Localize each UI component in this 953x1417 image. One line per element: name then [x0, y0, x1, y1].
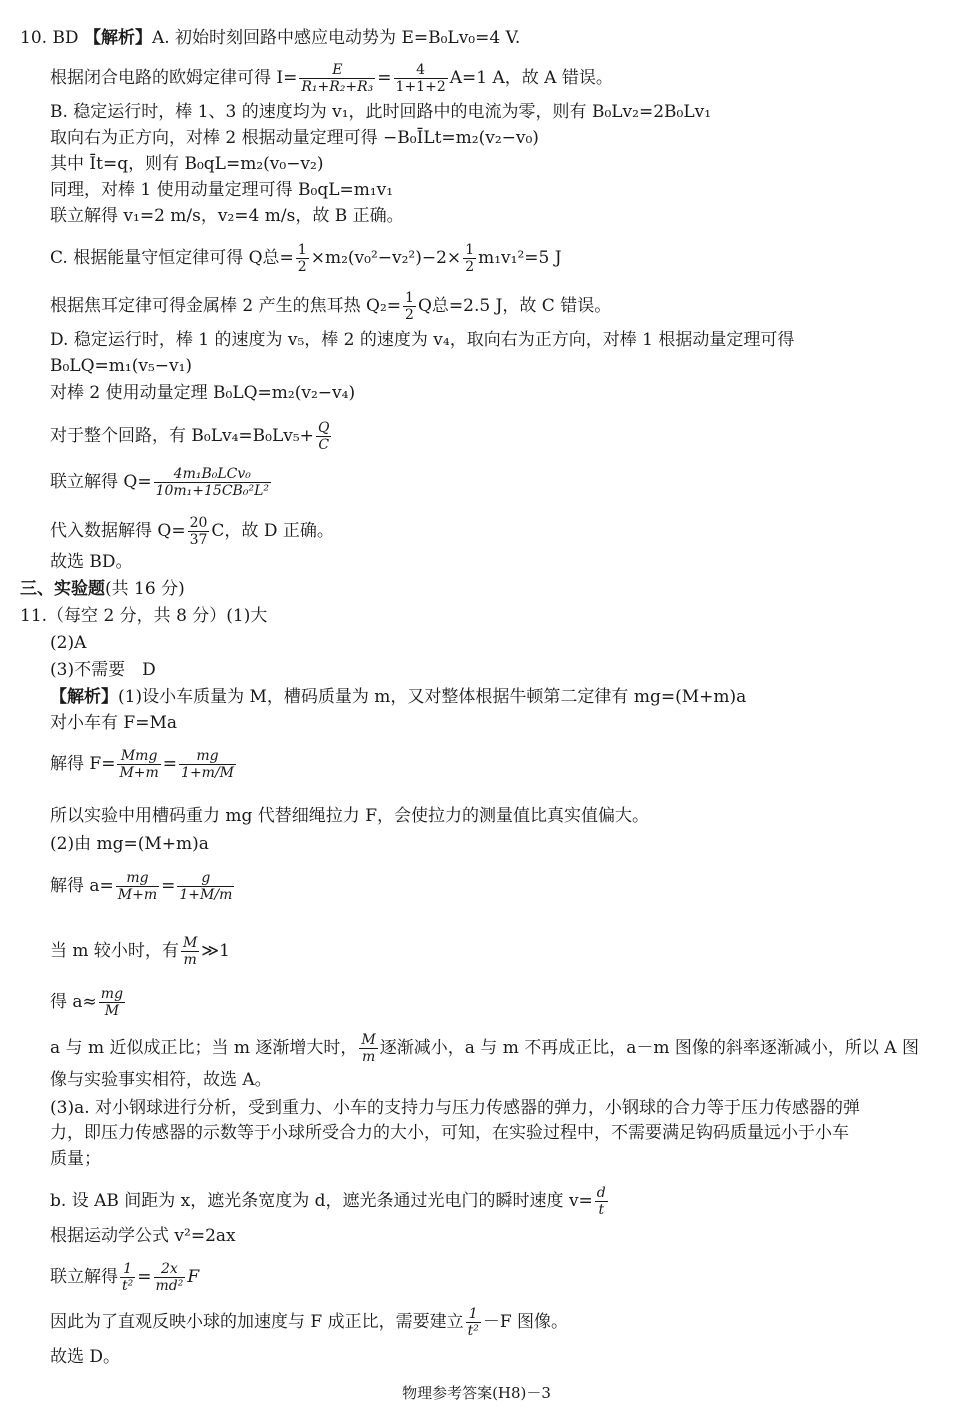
fraction-numerator: M	[182, 935, 198, 951]
q11-line-7: 所以实验中用槽码重力 mg 代替细绳拉力 F，会使拉力的测量值比真实值偏大。	[50, 806, 650, 826]
q11-graph-fraction	[466, 1306, 481, 1339]
q10-line-11: B₀LQ=m₁(v₅−v₁)	[50, 356, 193, 376]
q11-line-16: 质量；	[50, 1149, 101, 1169]
q10-analysis-tag: 【解析】	[83, 28, 152, 48]
section-3-points: (共 16 分)	[105, 579, 185, 599]
fraction-denominator: 10m₁+15CB₀²L²	[155, 483, 269, 499]
q11-line-6	[50, 748, 238, 781]
fraction-denominator: t	[598, 1202, 605, 1218]
fraction-denominator: C	[318, 437, 330, 453]
q11-graph-rest: －F 图像。	[482, 1312, 569, 1332]
q10-line-4: 取向右为正方向，对棒 2 根据动量定理可得 −B₀ĪLt=m₂(v₂−v₀)	[50, 128, 539, 148]
q11-combine-fraction-2	[154, 1261, 186, 1294]
fraction-numerator: Q	[317, 420, 330, 436]
q11-approx-text: 得 a≈	[50, 992, 97, 1012]
q11-line-11	[50, 986, 127, 1019]
q10-joule-fraction	[403, 290, 416, 323]
q10-joule-result: Q总=2.5 J，故 C 错误。	[417, 296, 612, 316]
q11-line-2: (2)A	[50, 633, 87, 653]
fraction-numerator: 1	[120, 1261, 135, 1278]
q10-line-1	[20, 27, 520, 49]
fraction-denominator: t²	[122, 1278, 134, 1294]
q11-proportional-text: a 与 m 近似成正比；当 m 逐渐增大时，	[50, 1038, 358, 1058]
q11-proportional-rest: 逐渐减小，a 与 m 不再成正比，a－m 图像的斜率逐渐减小，所以 A 图	[379, 1038, 919, 1058]
fraction-numerator: 2x	[154, 1261, 186, 1278]
fraction-numerator: mg	[179, 748, 236, 765]
q11-line-19	[50, 1261, 199, 1294]
q11-line-12	[50, 1032, 919, 1065]
q10-energy-result: m₁v₁²=5 J	[478, 248, 562, 268]
fraction-denominator: R₁+R₂+R₃	[301, 79, 374, 95]
section-3-title: 三、实验题	[20, 579, 105, 599]
fraction-denominator: 1+M/m	[179, 887, 233, 903]
q10-line-3: B. 稳定运行时，棒 1、3 的速度均为 v₁，此时回路中的电流为零，则有 B₀Lv₂=2B₀Lv₁	[50, 102, 712, 122]
equals-sign: =	[162, 754, 178, 774]
q11-line-1: 11.（每空 2 分，共 8 分）(1)大	[20, 606, 268, 626]
q11-line-9	[50, 870, 236, 903]
q10-joule-text: 根据焦耳定律可得金属棒 2 产生的焦耳热 Q₂=	[50, 296, 402, 316]
q10-solve-text: 联立解得 Q=	[50, 472, 152, 492]
q10-part-a-text: A. 初始时刻回路中感应电动势为 E=B₀Lv₀=4 V.	[151, 28, 521, 48]
q10-line-14	[50, 466, 273, 499]
q10-ohm-fraction-2	[394, 62, 448, 95]
q11-force-fraction-2	[179, 748, 236, 781]
q10-q-over-c-fraction	[316, 420, 331, 453]
q10-ohm-result: A=1 A，故 A 错误。	[449, 68, 613, 88]
q11-line-15: 力，即压力传感器的示数等于小球所受合力的大小，可知，在实验过程中，不需要满足钩码质量远小于小车	[50, 1123, 849, 1143]
fraction-numerator: 1	[465, 242, 475, 258]
q10-charge-value-fraction	[188, 515, 210, 548]
q11-velocity-text: b. 设 AB 间距为 x，遮光条宽度为 d，遮光条通过光电门的瞬时速度 v=	[50, 1191, 593, 1211]
q11-line-10	[50, 935, 230, 968]
q10-line-5: 其中 Īt=q，则有 B₀qL=m₂(v₀−v₂)	[50, 154, 324, 174]
q11-combine-text: 联立解得	[50, 1267, 118, 1287]
q11-accel-fraction-2	[177, 870, 234, 903]
fraction-numerator: 1	[405, 290, 414, 306]
q10-half-fraction-2	[463, 242, 476, 275]
q10-line-10: D. 稳定运行时，棒 1 的速度为 v₅，棒 2 的速度为 v₄，取向右为正方向，对棒 1 根据动量定理可得	[50, 330, 795, 350]
fraction-denominator: t²	[467, 1323, 479, 1339]
q10-substitute-text: 代入数据解得 Q=	[50, 521, 186, 541]
fraction-denominator: md²	[155, 1278, 184, 1294]
q11-line-3: (3)不需要 D	[50, 660, 156, 680]
q10-number: 10. BD	[20, 28, 79, 48]
fraction-denominator: 1+m/M	[181, 765, 235, 781]
q11-condition-text: 当 m 较小时，有	[50, 941, 179, 961]
fraction-denominator: M	[104, 1003, 120, 1019]
q11-condition-result: ≫1	[201, 941, 230, 961]
q10-line-12: 对棒 2 使用动量定理 B₀LQ=m₂(v₂−v₄)	[50, 383, 356, 403]
section-3-heading	[20, 578, 185, 600]
q11-line-13: 像与实验事实相符，故选 A。	[50, 1070, 272, 1090]
q10-line-8	[50, 242, 562, 275]
q11-line-4	[50, 686, 746, 708]
equals-sign: =	[137, 1267, 152, 1287]
fraction-numerator: 4	[394, 62, 448, 79]
q11-condition-fraction	[181, 935, 199, 968]
fraction-denominator: M+m	[119, 765, 159, 781]
q11-line-8: (2)由 mg=(M+m)a	[50, 834, 209, 854]
q11-graph-text: 因此为了直观反映小球的加速度与 F 成正比，需要建立	[50, 1312, 464, 1332]
fraction-numerator: Mmg	[117, 748, 160, 765]
q10-half-fraction-1	[296, 242, 309, 275]
q11-line-14: (3)a. 对小钢球进行分析，受到重力、小车的支持力与压力传感器的弹力，小钢球的合力等于压力传感器的弹	[50, 1098, 861, 1118]
fraction-numerator: 4m₁B₀LCv₀	[154, 466, 271, 483]
q11-velocity-fraction	[595, 1185, 608, 1218]
q11-proportional-fraction	[359, 1032, 377, 1065]
fraction-numerator: M	[361, 1032, 376, 1048]
fraction-numerator: mg	[100, 986, 124, 1002]
q11-analysis-tag: 【解析】	[50, 687, 118, 707]
q10-line-16: 故选 BD。	[50, 552, 133, 572]
fraction-denominator: M+m	[117, 887, 158, 903]
q10-circuit-text: 对于整个回路，有 B₀Lv₄=B₀Lv₅+	[50, 426, 314, 446]
q11-line-17	[50, 1185, 610, 1218]
fraction-denominator: m	[361, 1049, 376, 1065]
q10-line-9	[50, 290, 611, 323]
q11-approx-fraction	[99, 986, 125, 1019]
fraction-numerator: d	[596, 1185, 606, 1201]
q10-energy-middle: ×m₂(v₀²−v₂²)−2×	[310, 248, 462, 268]
page-footer: 物理参考答案(H8)－3	[402, 1384, 551, 1402]
q10-ohm-fraction-1	[299, 62, 375, 95]
q11-accel-text: 解得 a=	[50, 876, 114, 896]
fraction-denominator: 2	[405, 307, 414, 323]
equals-sign: =	[161, 876, 176, 896]
equals-sign: =	[377, 68, 392, 88]
fraction-denominator: 37	[189, 532, 208, 548]
fraction-denominator: 1+1+2	[395, 79, 446, 95]
fraction-denominator: 2	[465, 259, 475, 275]
fraction-numerator: mg	[116, 870, 159, 887]
q10-line-15	[50, 515, 334, 548]
fraction-numerator: 1	[466, 1306, 481, 1323]
q10-ohm-text: 根据闭合电路的欧姆定律可得 I=	[50, 68, 298, 88]
fraction-numerator: 20	[189, 515, 208, 531]
q11-line-5: 对小车有 F=Ma	[50, 713, 177, 733]
q10-line-7: 联立解得 v₁=2 m/s，v₂=4 m/s，故 B 正确。	[50, 206, 404, 226]
fraction-numerator: g	[177, 870, 234, 887]
q10-energy-text: C. 根据能量守恒定律可得 Q总=	[50, 248, 294, 268]
q11-line-18: 根据运动学公式 v²=2ax	[50, 1226, 236, 1246]
q11-force-text: 解得 F=	[50, 754, 116, 774]
q10-substitute-result: C，故 D 正确。	[211, 521, 334, 541]
q10-charge-fraction	[154, 466, 271, 499]
q11-combine-fraction-1	[120, 1261, 135, 1294]
q10-line-13	[50, 420, 333, 453]
fraction-denominator: 2	[297, 259, 307, 275]
fraction-numerator: E	[299, 62, 375, 79]
q10-line-2	[50, 62, 613, 95]
fraction-denominator: m	[183, 952, 197, 968]
q11-line-20	[50, 1306, 568, 1339]
q10-line-6: 同理，对棒 1 使用动量定理可得 B₀qL=m₁v₁	[50, 180, 394, 200]
q11-part-1-text: (1)设小车质量为 M，槽码质量为 m，又对整体根据牛顿第二定律有 mg=(M+m)a	[118, 687, 747, 707]
q11-line-21: 故选 D。	[50, 1347, 121, 1367]
q11-combine-force: F	[187, 1267, 200, 1287]
fraction-numerator: 1	[297, 242, 307, 258]
q11-accel-fraction-1	[116, 870, 159, 903]
q11-force-fraction-1	[117, 748, 160, 781]
